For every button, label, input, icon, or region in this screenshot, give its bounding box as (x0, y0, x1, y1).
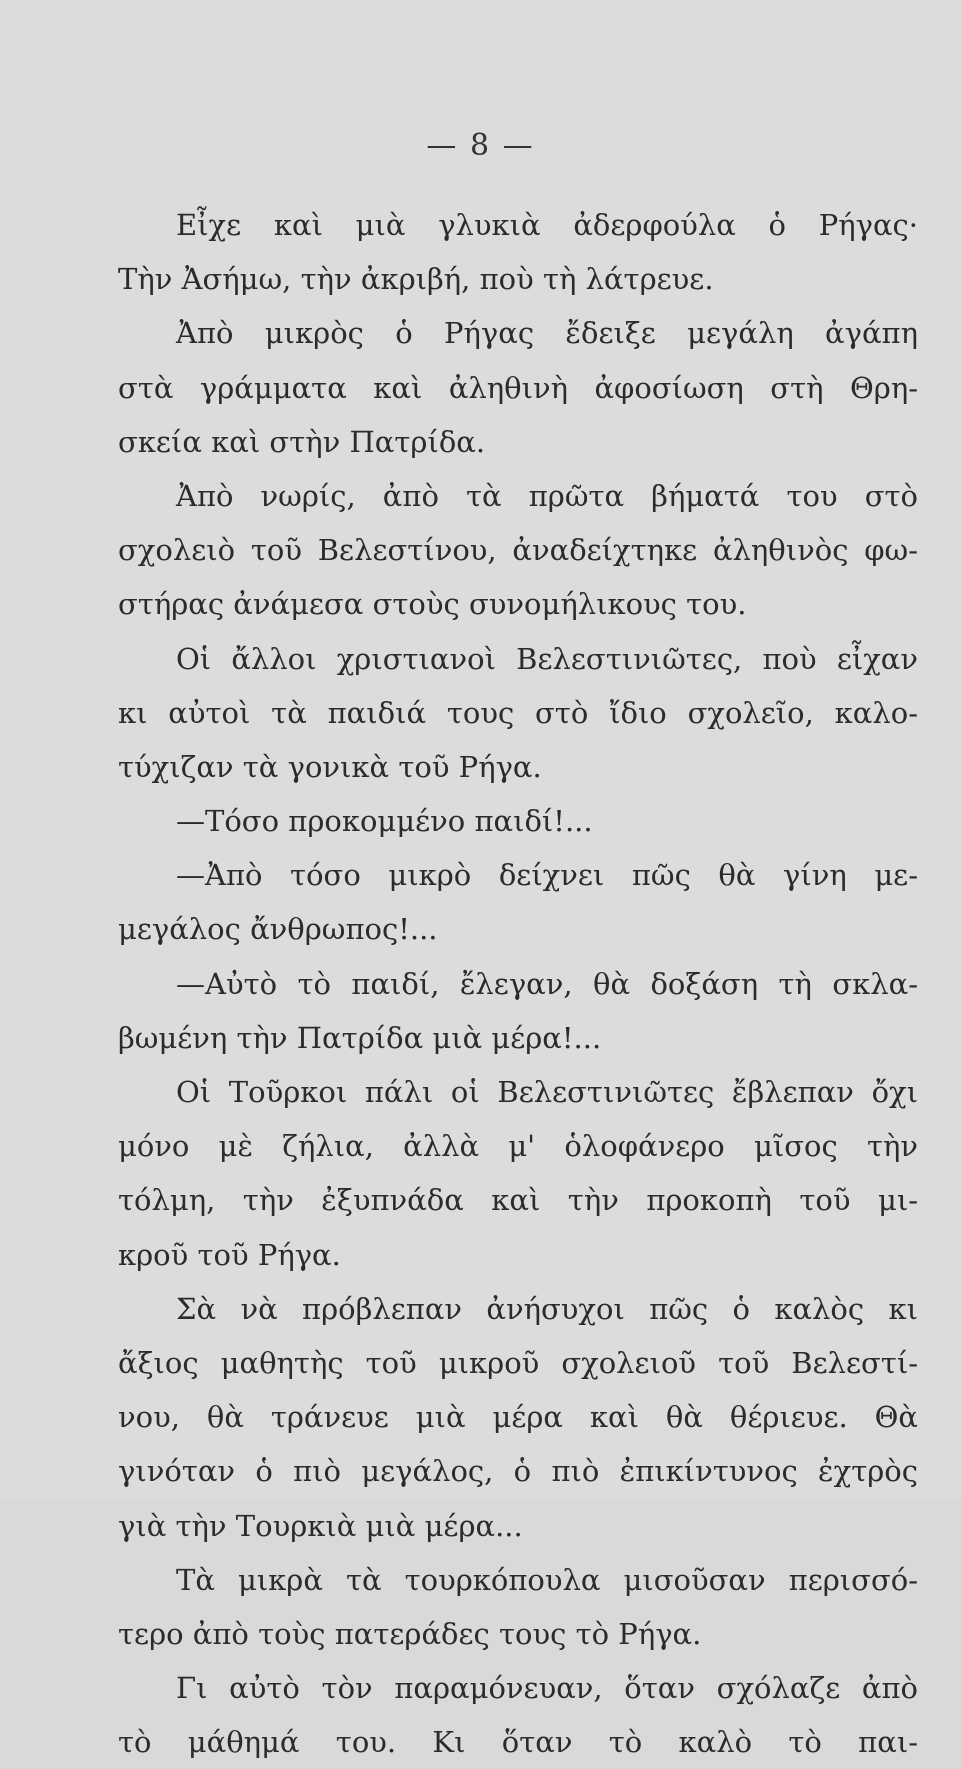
text-line: μόνο μὲ ζήλια, ἀλλὰ μ' ὁλοφάνερο μῖσος τὴν (118, 1129, 918, 1164)
text-line: Ἀπὸ νωρίς, ἀπὸ τὰ πρῶτα βήματά του στὸ (176, 478, 918, 513)
text-line: τὸ μάθημά του. Κι ὅταν τὸ καλὸ τὸ παι- (118, 1725, 918, 1760)
text-line: τόλμη, τὴν ἐξυπνάδα καὶ τὴν προκοπὴ τοῦ μι- (118, 1183, 918, 1218)
text-line: σκεία καὶ στὴν Πατρίδα. (118, 424, 486, 459)
text-line: νου, θὰ τράνευε μιὰ μέρα καὶ θὰ θέριευε. Θὰ (118, 1400, 918, 1435)
text-line: γινόταν ὁ πιὸ μεγάλος, ὁ πιὸ ἐπικίντυνος ἐχτρὸς (118, 1454, 918, 1489)
text-line: Εἶχε καὶ μιὰ γλυκιὰ ἀδερφούλα ὁ Ρήγας· (176, 208, 918, 242)
text-line: ἄξιος μαθητὴς τοῦ μικροῦ σχολειοῦ τοῦ Βελεστί- (118, 1345, 918, 1380)
page-number: — 8 — (426, 128, 535, 163)
text-line: Οἱ Τοῦρκοι πάλι οἱ Βελεστινιῶτες ἔβλεπαν ὄχι (176, 1075, 918, 1109)
text-line: Γι αὐτὸ τὸν παραμόνευαν, ὅταν σχόλαζε ἀπὸ (176, 1671, 918, 1706)
text-line: —Αὐτὸ τὸ παιδί, ἔλεγαν, θὰ δοξάση τὴ σκλα- (176, 966, 918, 1001)
text-line: σχολειὸ τοῦ Βελεστίνου, ἀναδείχτηκε ἀληθινὸς φω- (118, 533, 918, 568)
text-line: κροῦ τοῦ Ρήγα. (118, 1237, 341, 1272)
text-line: τύχιζαν τὰ γονικὰ τοῦ Ρήγα. (118, 749, 542, 784)
body-text (118, 198, 918, 1769)
text-line: κι αὐτοὶ τὰ παιδιά τους στὸ ἴδιο σχολεῖο, καλο- (118, 695, 918, 730)
text-line: —Ἀπὸ τόσο μικρὸ δείχνει πῶς θὰ γίνη με- (176, 858, 918, 893)
text-line: βωμένη τὴν Πατρίδα μιὰ μέρα!... (118, 1020, 602, 1055)
text-line: —Τόσο προκομμένο παιδί!... (176, 804, 593, 839)
text-line: γιὰ τὴν Τουρκιὰ μιὰ μέρα... (118, 1508, 523, 1543)
text-line: Σὰ νὰ πρόβλεπαν ἀνήσυχοι πῶς ὁ καλὸς κι (176, 1291, 918, 1326)
text-line: Τὰ μικρὰ τὰ τουρκόπουλα μισοῦσαν περισσό- (176, 1562, 918, 1597)
text-line: τερο ἀπὸ τοὺς πατεράδες τους τὸ Ρήγα. (118, 1616, 702, 1651)
text-line: στήρας ἀνάμεσα στοὺς συνομήλικους του. (118, 587, 747, 622)
text-line: στὰ γράμματα καὶ ἀληθινὴ ἀφοσίωση στὴ Θρη- (118, 370, 918, 405)
text-line: Ἀπὸ μικρὸς ὁ Ρήγας ἔδειξε μεγάλη ἀγάπη (176, 316, 918, 351)
text-line: μεγάλος ἄνθρωπος!... (118, 912, 438, 947)
text-line: Τὴν Ἀσήμω, τὴν ἀκριβή, ποὺ τὴ λάτρευε. (118, 262, 714, 297)
text-line: Οἱ ἄλλοι χριστιανοὶ Βελεστινιῶτες, ποὺ εἶχαν (176, 641, 918, 676)
